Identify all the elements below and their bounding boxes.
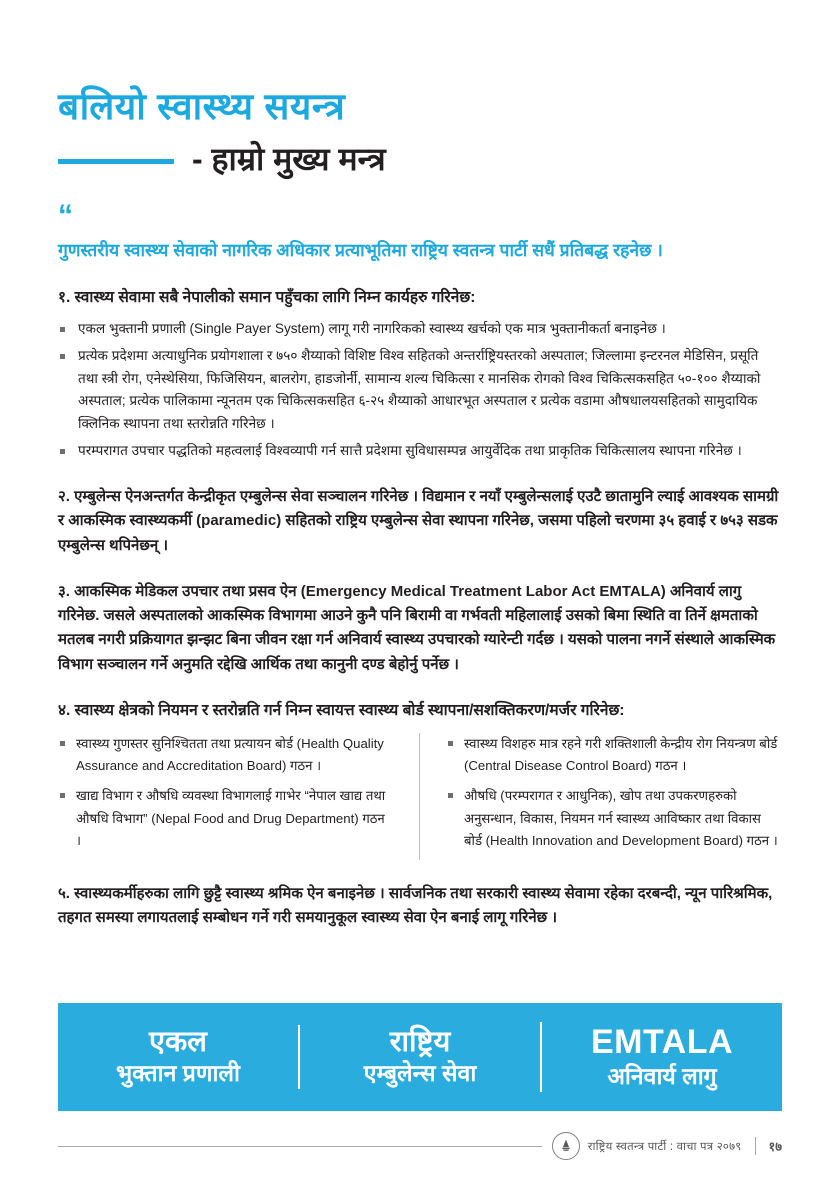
list-item: प्रत्येक प्रदेशमा अत्याधुनिक प्रयोगशाला र ७५० शैय्याको विशिष्ट विश्व सहितको अन्तर्राष्ट्रियस्तरको अस्पताल; जिल्लामा इन्टरनल मेडिसिन, प्रसूति तथा स्त्री रोग, एनेस्थेसिया, फिजिसियन, बालरोग, हाडजोर्नी, सामान्य शल्य चिकित्सा र मानसिक रोगको विश्व चिकित्सकसहित ५०-१०० शैय्याको अस्पताल; प्रत्येक पालिकामा न्यूनतम एक चिकित्सकसहित ६-२५ शैय्याको आधारभूत अस्पताल र प्रत्येक वडामा औषधालयसहितको सामुदायिक क्लिनिक स्थापना तथा स्तरोन्नति गरिनेछ । <box>58 345 782 435</box>
page-header <box>58 0 782 177</box>
party-logo-icon <box>552 1132 580 1160</box>
footer-text: राष्ट्रिय स्वतन्त्र पार्टी : वाचा पत्र २०७९ <box>587 1140 742 1153</box>
list-item: स्वास्थ्य विशहरु मात्र रहने गरी शक्तिशाली केन्द्रीय रोग नियन्त्रण बोर्ड (Central Disease Control Board) गठन । <box>446 733 782 777</box>
banner-item-ambulance <box>298 1025 540 1089</box>
page-number: १७ <box>755 1137 782 1155</box>
section-2 <box>58 485 782 558</box>
banner-item-line1: राष्ट्रिय <box>389 1025 451 1058</box>
quote-text: गुणस्तरीय स्वास्थ्य सेवाको नागरिक अधिकार प्रत्याभूतिमा राष्ट्रिय स्वतन्त्र पार्टी सधैं प्रतिबद्ध रहनेछ । <box>58 240 663 261</box>
board-two-column-list <box>58 733 782 860</box>
page-title: बलियो स्वास्थ्य सयन्त्र <box>58 86 346 127</box>
section-3 <box>58 580 782 677</box>
section-4 <box>58 699 782 860</box>
banner-item-line1: EMTALA <box>590 1023 734 1061</box>
page-footer <box>58 1131 782 1161</box>
list-item: स्वास्थ्य गुणस्तर सुनिश्चितता तथा प्रत्यायन बोर्ड (Health Quality Assurance and Accreditation Board) गठन । <box>58 733 393 777</box>
board-column-right <box>420 733 782 860</box>
banner-item-line2: भुक्तान प्रणाली <box>116 1060 240 1087</box>
banner-item-emtala <box>540 1022 782 1092</box>
section-1 <box>58 286 782 463</box>
board-column-left <box>58 733 420 860</box>
banner-item-single-payer <box>58 1025 298 1089</box>
section-4-heading: ४. स्वास्थ्य क्षेत्रको नियमन र स्तरोन्नति गर्न निम्न स्वायत्त स्वास्थ्य बोर्ड स्थापना/सशक्तिकरण/मर्जर गरिनेछ: <box>58 702 625 720</box>
page-subtitle-row <box>58 141 782 178</box>
highlight-banner <box>58 1003 782 1111</box>
page-subtitle: - हाम्रो मुख्य मन्त्र <box>192 140 386 177</box>
quote-mark-icon: “ <box>58 199 71 233</box>
list-item: औषधि (परम्परागत र आधुनिक), खोप तथा उपकरणहरुको अनुसन्धान, विकास, नियमन गर्न स्वास्थ्य आविष्कार तथा विकास बोर्ड (Health Innovation and Development Board) गठन । <box>446 785 782 852</box>
banner-item-line2: अनिवार्य लागु <box>607 1063 717 1090</box>
section-5 <box>58 882 782 931</box>
section-1-bullet-list <box>58 318 782 463</box>
section-2-text: २. एम्बुलेन्स ऐनअन्तर्गत केन्द्रीकृत एम्बुलेन्स सेवा सञ्चालन गरिनेछ । विद्यमान र नयाँ एम्बुलेन्सलाई एउटै छातामुनि ल्याई आवश्यक सामग्री र आकस्मिक स्वास्थ्यकर्मी (paramedic) सहितको राष्ट्रिय एम्बुलेन्स सेवा स्थापना गरिनेछ, जसमा पहिलो चरणमा ३५ हवाई र ७५३ सडक एम्बुलेन्स थपिनेछन् । <box>58 487 779 554</box>
footer-divider <box>58 1146 542 1147</box>
list-item: परम्परागत उपचार पद्धतिको महत्वलाई विश्वव्यापी गर्न सात्तै प्रदेशमा सुविधासम्पन्न आयुर्वेदिक तथा प्राकृतिक चिकित्सालय स्थापना गरिनेछ । <box>58 440 782 463</box>
section-3-text: ३. आकस्मिक मेडिकल उपचार तथा प्रसव ऐन (Emergency Medical Treatment Labor Act EMTALA) अनिवार्य लागु गरिनेछ. जसले अस्पतालको आकस्मिक विभागमा आउने कुनै पनि बिरामी वा गर्भवती महिलालाई उसको बिमा स्थिति वा तिर्ने क्षमताको मतलब नगरी प्रक्रियागत झन्झट बिना जीवन रक्षा गर्न अनिवार्य स्वास्थ्य उपचारको ग्यारेन्टी गर्दछ । यसको पालना नगर्ने संस्थाले आकस्मिक विभाग सञ्चालन गर्ने अनुमति रद्देखि आर्थिक तथा कानुनी दण्ड बेहोर्नु पर्नेछ । <box>58 582 776 673</box>
banner-item-line1: एकल <box>149 1025 207 1058</box>
quote-block <box>58 199 782 263</box>
section-1-heading: १. स्वास्थ्य सेवामा सबै नेपालीको समान पहुँचका लागि निम्न कार्यहरु गरिनेछ: <box>58 288 476 306</box>
list-item: खाद्य विभाग र औषधि व्यवस्था विभागलाई गाभेर “नेपाल खाद्य तथा औषधि विभाग” (Nepal Food and Drug Department) गठन । <box>58 785 393 852</box>
banner-item-line2: एम्बुलेन्स सेवा <box>363 1060 477 1087</box>
list-item: एकल भुक्तानी प्रणाली (Single Payer System) लागू गरी नागरिकको स्वास्थ्य खर्चको एक मात्र भुक्तानीकर्ता बनाइनेछ । <box>58 318 782 341</box>
section-5-text: ५. स्वास्थ्यकर्मीहरुका लागि छुट्टै स्वास्थ्य श्रमिक ऐन बनाइनेछ । सार्वजनिक तथा सरकारी स्वास्थ्य सेवामा रहेका दरबन्दी, न्यून पारिश्रमिक, तहगत समस्या लगायतलाई सम्बोधन गर्ने गरी समयानुकूल स्वास्थ्य सेवा ऐन बनाई लागू गरिनेछ । <box>58 884 773 927</box>
title-divider-rule <box>58 159 174 164</box>
